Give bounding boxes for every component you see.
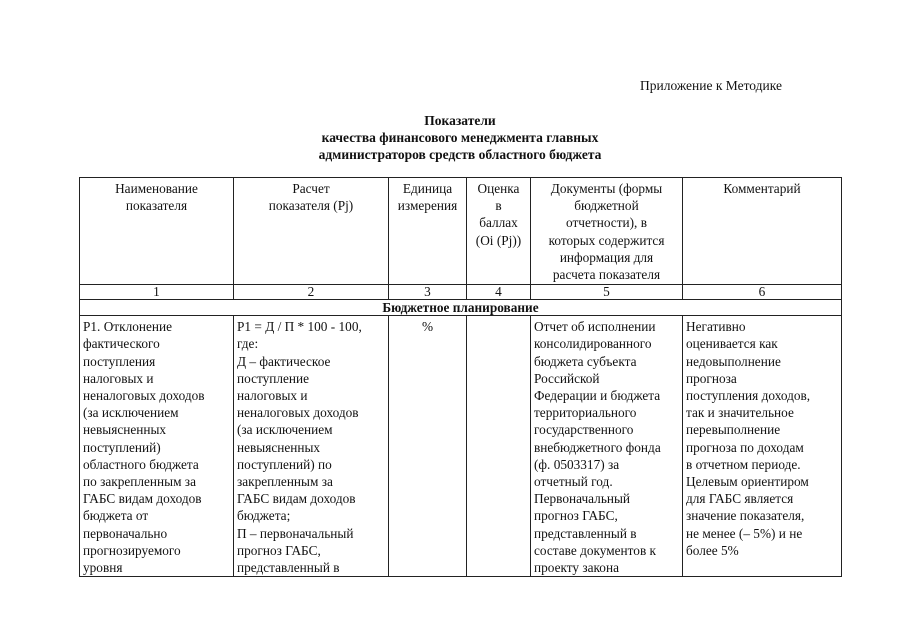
col-header-comment: Комментарий [683,178,842,285]
section-title: Бюджетное планирование [80,300,842,316]
col-header-unit: Единица измерения [389,178,467,285]
col-header-name: Наименование показателя [80,178,234,285]
col-header-calc: Расчет показателя (Pj) [234,178,389,285]
column-number: 3 [389,285,467,300]
indicator-calc-cell: Р1 = Д / П * 100 - 100, где: Д – фактическое поступление налоговых и неналоговых доходов (за исключением невыясненных поступлений) по закрепленным за ГАБС видам доходов бюджета; П – первоначальный прогноз ГАБС, представленный в [234,316,389,577]
column-number: 1 [80,285,234,300]
indicators-table [79,177,842,577]
indicator-documents-cell: Отчет об исполнении консолидированного бюджета субъекта Российской Федерации и бюджета территориального государственного внебюджетного фонда (ф. 0503317) за отчетный год. Первоначальный прогноз ГАБС, представленный в составе документов к проекту закона [531,316,683,577]
col-header-score: Оценка в баллах (Oi (Pj)) [467,178,531,285]
title-line-1: Показатели [424,113,496,128]
column-number: 4 [467,285,531,300]
appendix-label: Приложение к Методике [640,78,782,93]
document-title [250,112,670,163]
section-row [80,300,842,316]
column-number: 6 [683,285,842,300]
indicator-score-cell [467,316,531,577]
table-header-row [80,178,842,285]
column-number: 2 [234,285,389,300]
title-line-3: администраторов средств областного бюджета [318,147,602,162]
col-header-documents: Документы (формы бюджетной отчетности), в которых содержится информация для расчета показателя [531,178,683,285]
table-row [80,316,842,577]
column-number: 5 [531,285,683,300]
indicator-comment-cell: Негативно оценивается как недовыполнение прогноза поступления доходов, так и значительное перевыполнение прогноза по доходам в отчетном периоде. Целевым ориентиром для ГАБС является значение показателя, не менее (– 5%) и не более 5% [683,316,842,577]
column-number-row [80,285,842,300]
indicator-unit-cell: % [389,316,467,577]
indicator-name-cell: Р1. Отклонение фактического поступления налоговых и неналоговых доходов (за исключением невыясненных поступлений) областного бюджета по закрепленным за ГАБС видам доходов бюджета от первоначально прогнозируемого уровня [80,316,234,577]
title-line-2: качества финансового менеджмента главных [321,130,599,145]
